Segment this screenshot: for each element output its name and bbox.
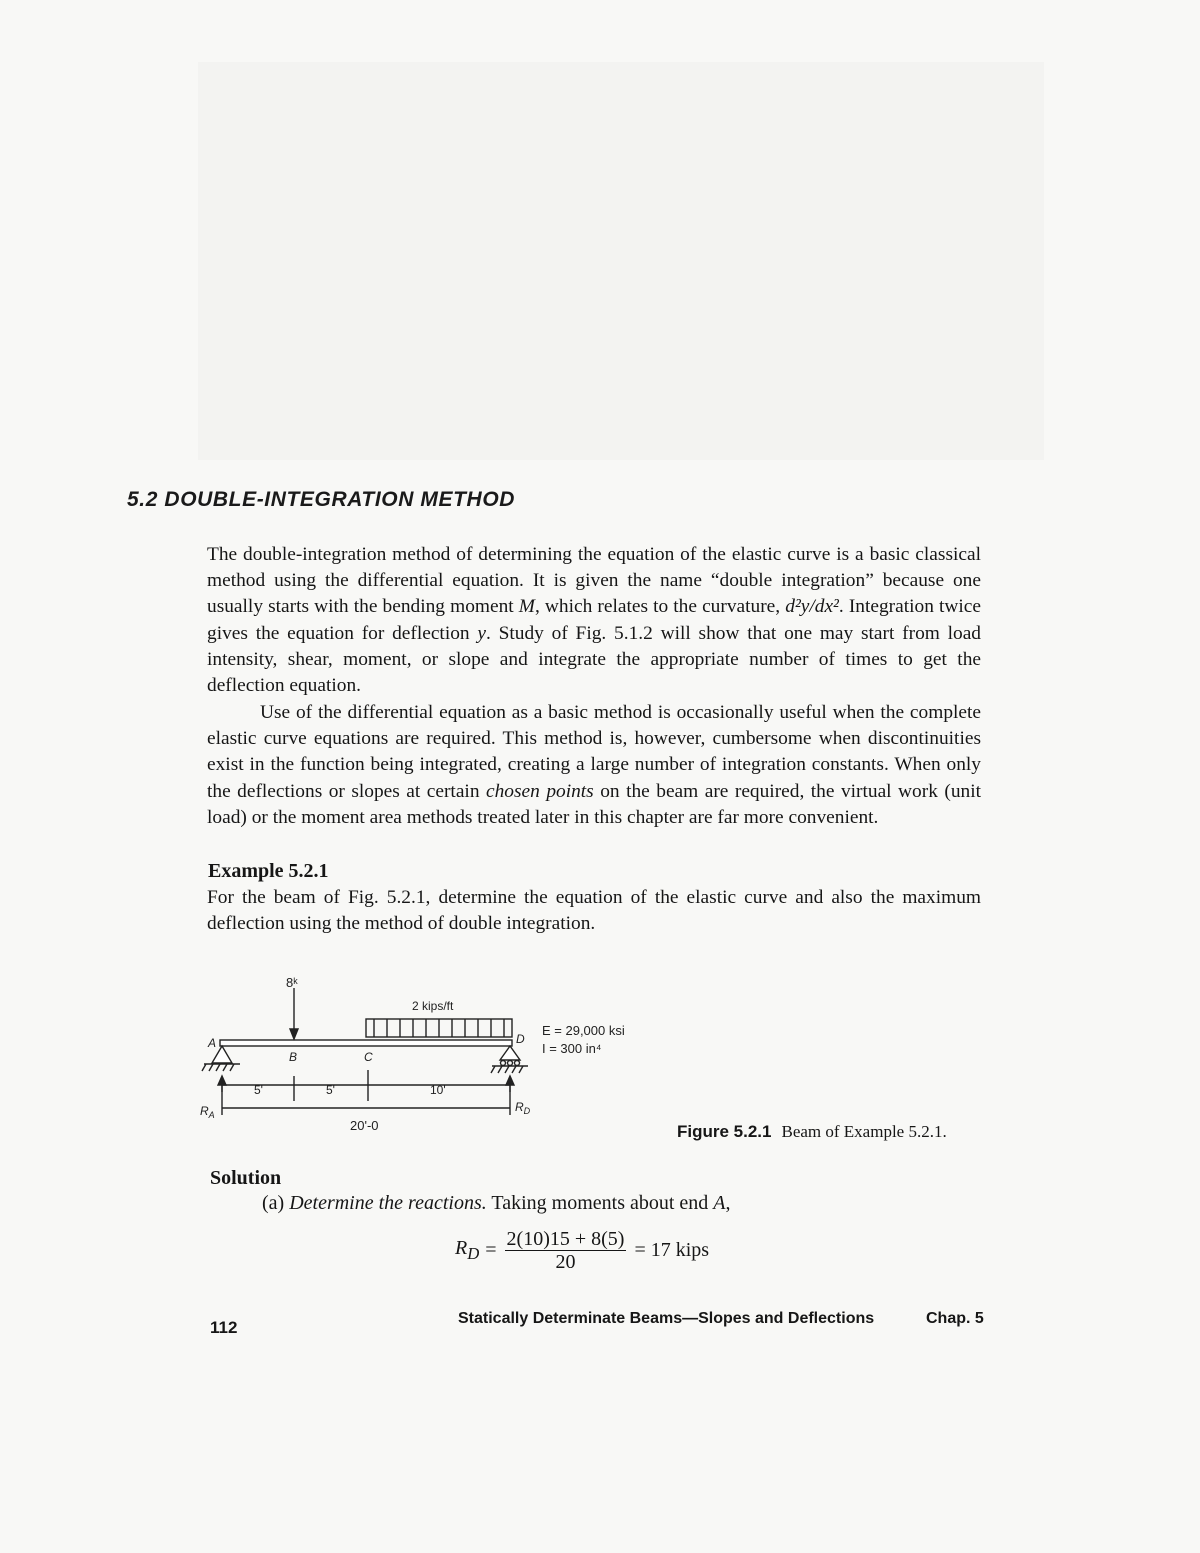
reaction-equation: $R_D$ = $\frac{2(10)15 + 8(5)}{20}$ = 17 kips	[455, 1228, 710, 1273]
paragraph-intro	[207, 542, 981, 699]
p1-deflection-symbol: y	[477, 622, 486, 644]
page-number: 112	[210, 1318, 238, 1337]
label-c: C	[364, 1050, 373, 1064]
blank-scan-area	[198, 62, 1044, 460]
modulus-label: E = 29,000 ksi	[542, 1023, 625, 1038]
distributed-load-label: 2 kips/ft	[412, 999, 454, 1013]
example-title: Example 5.2.1	[208, 860, 329, 882]
dim-ab: 5'	[254, 1083, 263, 1097]
p2-text-1: Use of the differential equation as a basic method is occasionally useful when the complete elastic curve equations are required. This method is, however, cumbersome when discontinuities exist in the function being integrated, creating a large number of integration constants. When only the deflections or slopes at certain	[207, 702, 981, 802]
dim-bc: 5'	[326, 1083, 335, 1097]
p1-curvature-expr: d²y/dx²	[785, 596, 839, 618]
p1-text-2: , which relates to the curvature,	[534, 596, 786, 618]
section-heading: 5.2 DOUBLE-INTEGRATION METHOD	[127, 488, 516, 511]
dim-total: 20'-0	[350, 1118, 379, 1133]
beam	[220, 1040, 512, 1046]
reaction-a-label: $R_A$	[200, 1104, 215, 1120]
p1-text-1: The double-integration method of determining the equation of the elastic curve is a basic classical method using the differential equation. It is given the name “double integration” because one usually starts with the bending moment	[207, 544, 981, 618]
p1-text-3: . Integration twice gives the equation for deflection	[207, 596, 981, 644]
figure-caption	[677, 1122, 947, 1142]
equation-fraction	[505, 1228, 627, 1273]
p2-text-2: on the beam are required, the virtual work (unit load) or the moment area methods treated later in this chapter are far more convenient.	[207, 780, 981, 828]
equation-numerator: 2(10)15 + 8(5)	[506, 1228, 625, 1250]
point-load-label: 8ᵏ	[286, 975, 298, 990]
p1-text-4: . Study of Fig. 5.1.2 will show that one may start from load intensity, shear, moment, or slope and integrate the appropriate number of times to get the deflection equation.	[207, 622, 981, 697]
paragraph-usage	[207, 700, 981, 831]
figure-caption-label: Figure 5.2.1	[677, 1122, 772, 1141]
solution-step-a: (a) Determine the reactions. Taking moments about end A,	[262, 1192, 731, 1214]
step-a-heading: Determine the reactions.	[289, 1192, 487, 1214]
example-text: For the beam of Fig. 5.2.1, determine the equation of the elastic curve and also the maximum deflection using the method of double integration.	[207, 887, 981, 935]
equation-denominator: 20	[555, 1251, 576, 1273]
reaction-d-label: $R_D$	[515, 1100, 531, 1116]
example-statement	[207, 885, 981, 937]
label-b: B	[289, 1050, 298, 1064]
solution-title: Solution	[210, 1167, 282, 1189]
beam-figure	[190, 965, 690, 1133]
ground-hatch-d	[491, 1066, 523, 1073]
inertia-label: I = 300 in⁴	[542, 1041, 602, 1056]
dim-cd: 10'	[430, 1083, 446, 1097]
equation-lhs: $R_D$	[455, 1237, 480, 1263]
label-d: D	[516, 1032, 525, 1046]
figure-caption-text: Beam of Example 5.2.1.	[781, 1122, 947, 1141]
running-title: Statically Determinate Beams—Slopes and Deflections	[458, 1310, 875, 1327]
distributed-load-arrows	[374, 1019, 504, 1037]
label-a: A	[208, 1036, 217, 1050]
equation-rhs: = 17 kips	[634, 1239, 710, 1261]
p2-emphasis: chosen points	[486, 780, 594, 802]
roller-support-d	[500, 1046, 520, 1060]
chapter-label: Chap. 5	[926, 1310, 984, 1327]
p1-moment-symbol: M	[518, 596, 535, 618]
ground-hatch-a	[202, 1064, 234, 1071]
